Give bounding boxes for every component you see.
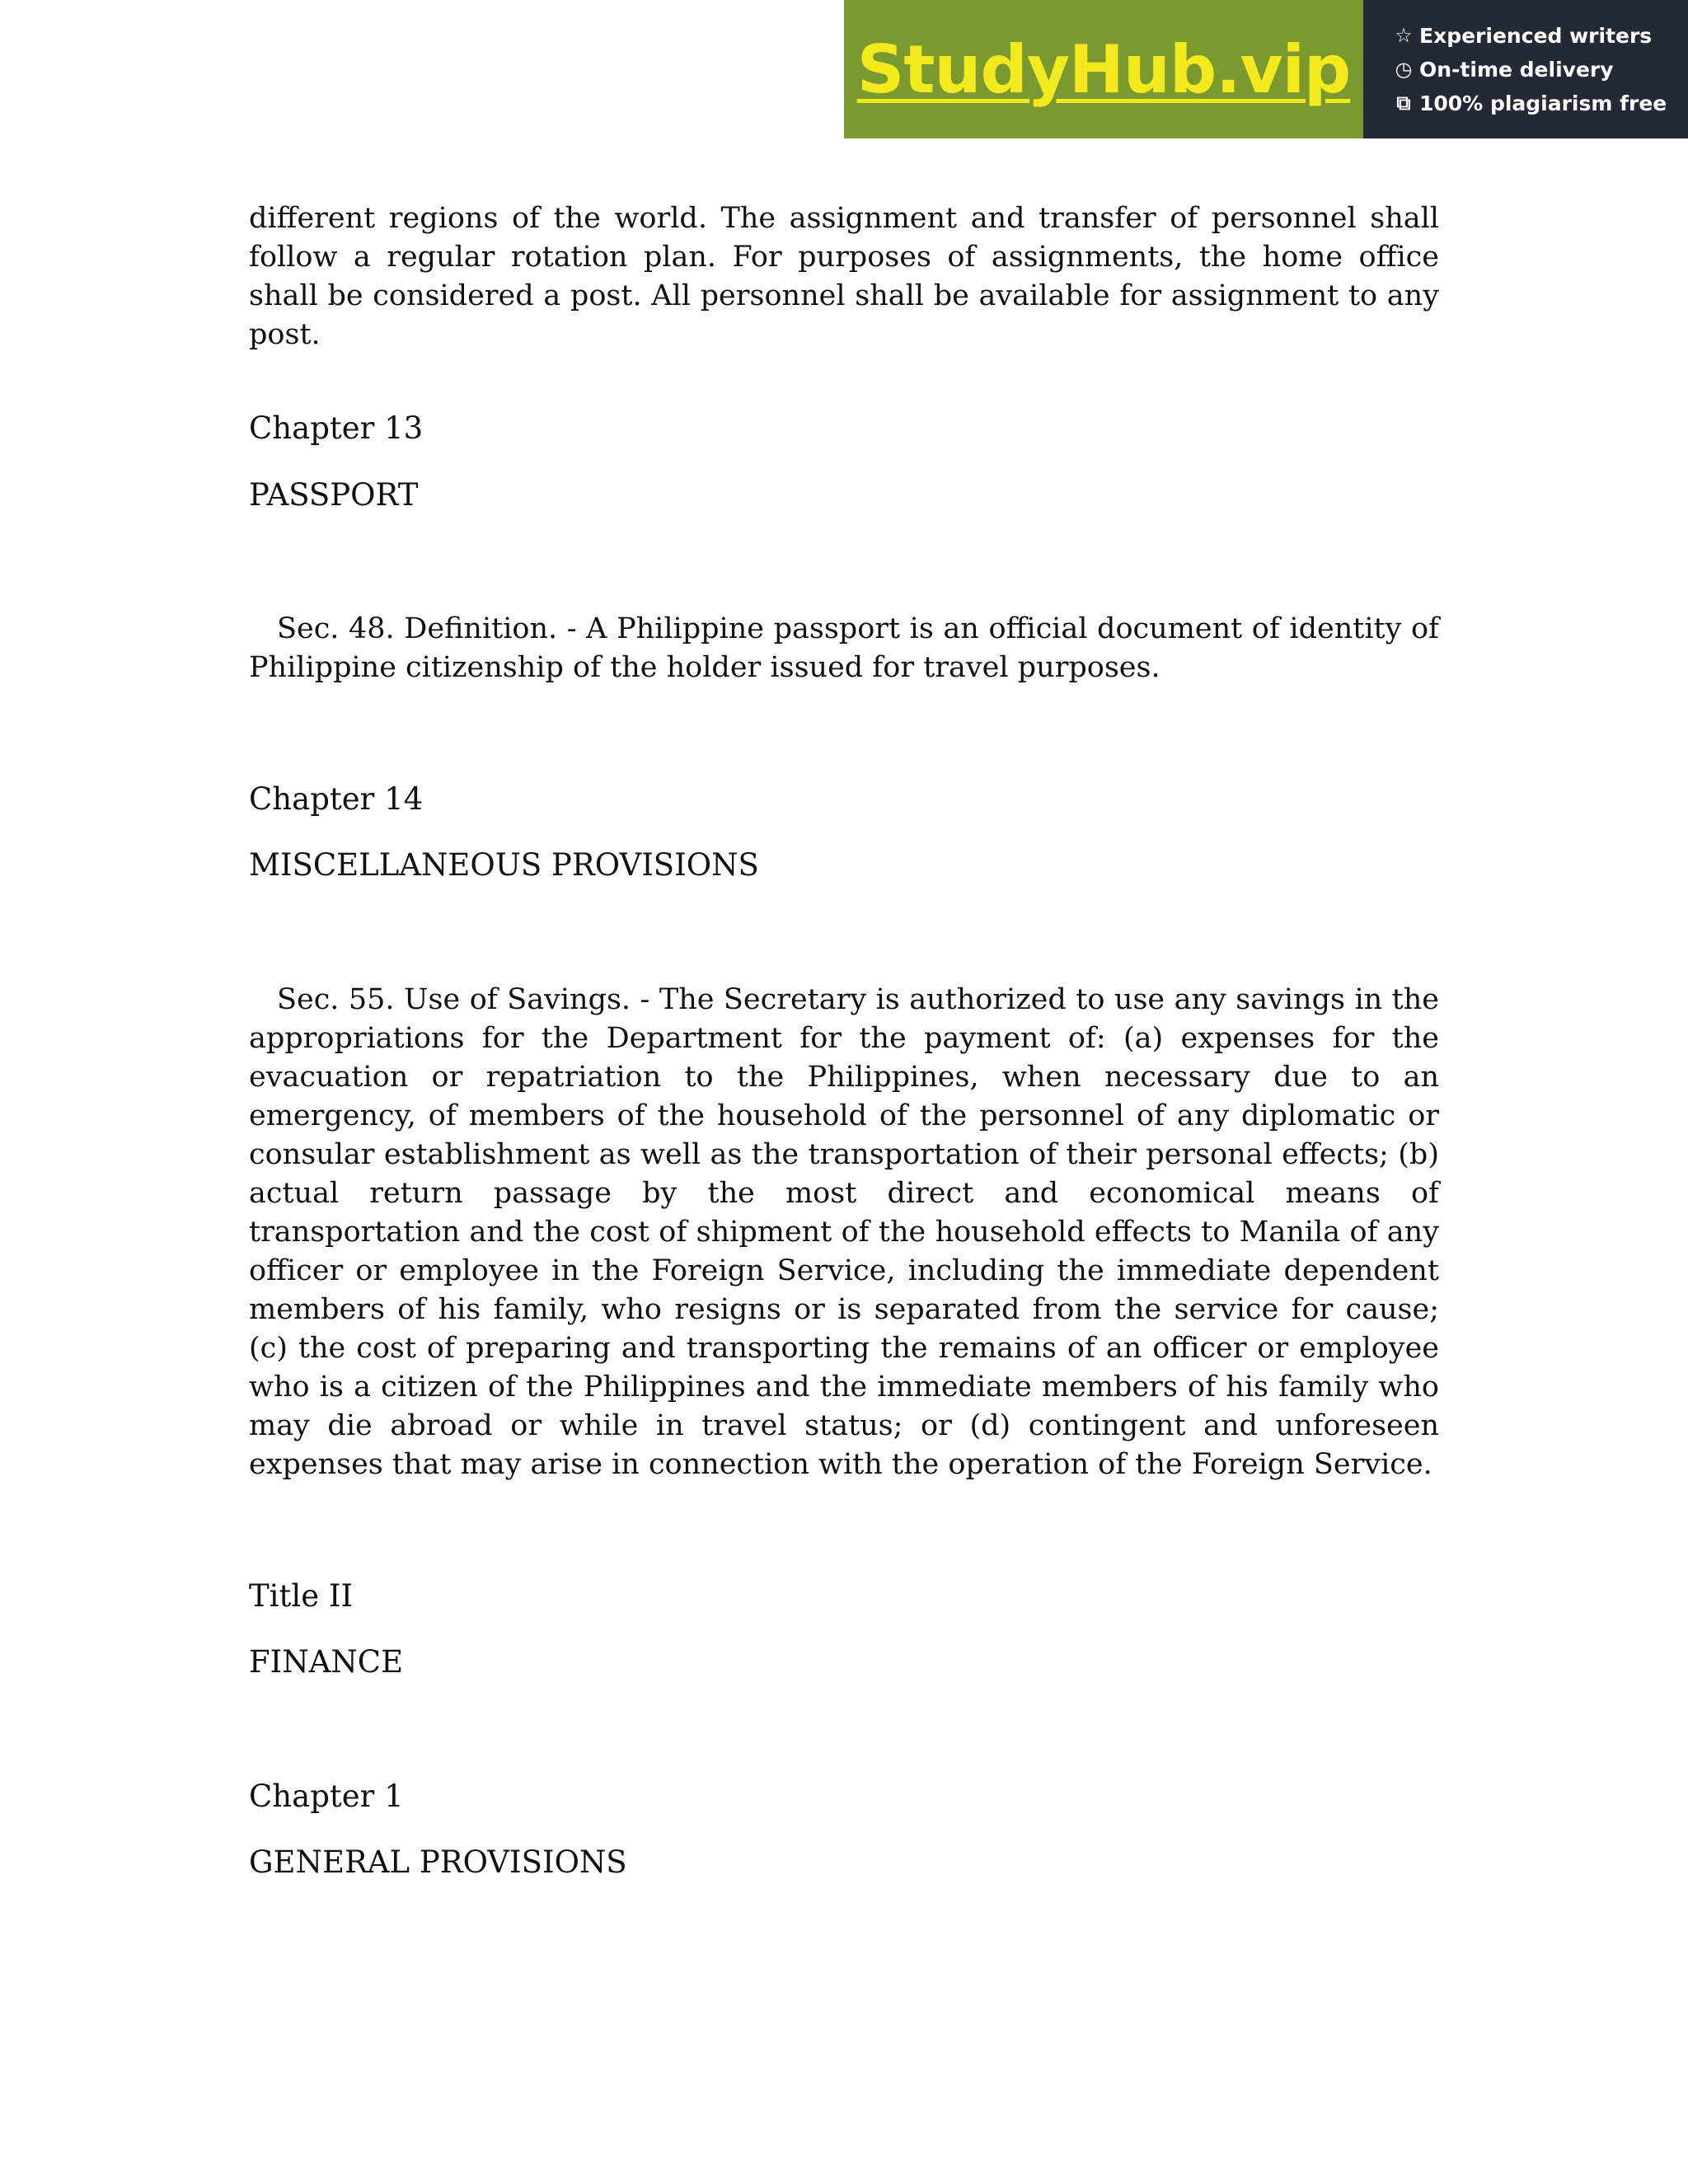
copy-icon: ⧉	[1396, 91, 1411, 115]
feature-list	[1363, 0, 1688, 138]
title-2-title: FINANCE	[249, 1644, 404, 1680]
chapter-14-number: Chapter 14	[249, 781, 424, 817]
feature-item	[1393, 19, 1688, 53]
paragraph-assignments: different regions of the world. The assignment and transfer of personnel shall follow a regular rotation plan. For purposes of assignments, the home office shall be considered a post. All personnel shall be available for assignment to any post.	[249, 202, 1439, 351]
star-icon: ☆	[1395, 24, 1413, 47]
ad-banner[interactable]	[844, 0, 1688, 138]
chapter-1-number: Chapter 1	[249, 1779, 404, 1814]
feature-item	[1393, 87, 1688, 120]
section-55-paragraph: Sec. 55. Use of Savings. - The Secretary is authorized to use any savings in the appropriations for the Department for the payment of: (a) expenses for the evacuation or repatriation to the Philippines, when necessary due to an emergency, of members of the household of the personnel of any diplomatic or consular establishment as well as the transportation of their personal effects; (b) actual return passage by the most direct and economical means of transportation and the cost of shipment of the household effects to Manila of any officer or employee in the Foreign Service, including the immediate dependent members of his family, who resigns or is separated from the service for cause; (c) the cost of preparing and transporting the remains of an officer or employee who is a citizen of the Philippines and the immediate members of his family who may die abroad or while in travel status; or (d) contingent and unforeseen expenses that may arise in connection with the operation of the Foreign Service.	[249, 983, 1439, 1481]
chapter-1-title: GENERAL PROVISIONS	[249, 1844, 627, 1880]
brand-panel[interactable]	[844, 0, 1363, 138]
feature-label: On-time delivery	[1419, 57, 1614, 82]
feature-label: Experienced writers	[1419, 23, 1653, 48]
brand-logo[interactable]: StudyHub.vip	[856, 30, 1351, 108]
chapter-14-title: MISCELLANEOUS PROVISIONS	[249, 847, 759, 883]
chapter-13-title: PASSPORT	[249, 477, 419, 513]
section-48-paragraph: Sec. 48. Definition. - A Philippine passport is an official document of identity of Philippine citizenship of the holder issued for travel purposes.	[249, 612, 1439, 684]
chapter-13-number: Chapter 13	[249, 410, 424, 446]
clock-icon: ◷	[1395, 58, 1413, 81]
title-2-number: Title II	[249, 1578, 354, 1614]
feature-label: 100% plagiarism free	[1419, 91, 1667, 115]
feature-item	[1393, 53, 1688, 87]
